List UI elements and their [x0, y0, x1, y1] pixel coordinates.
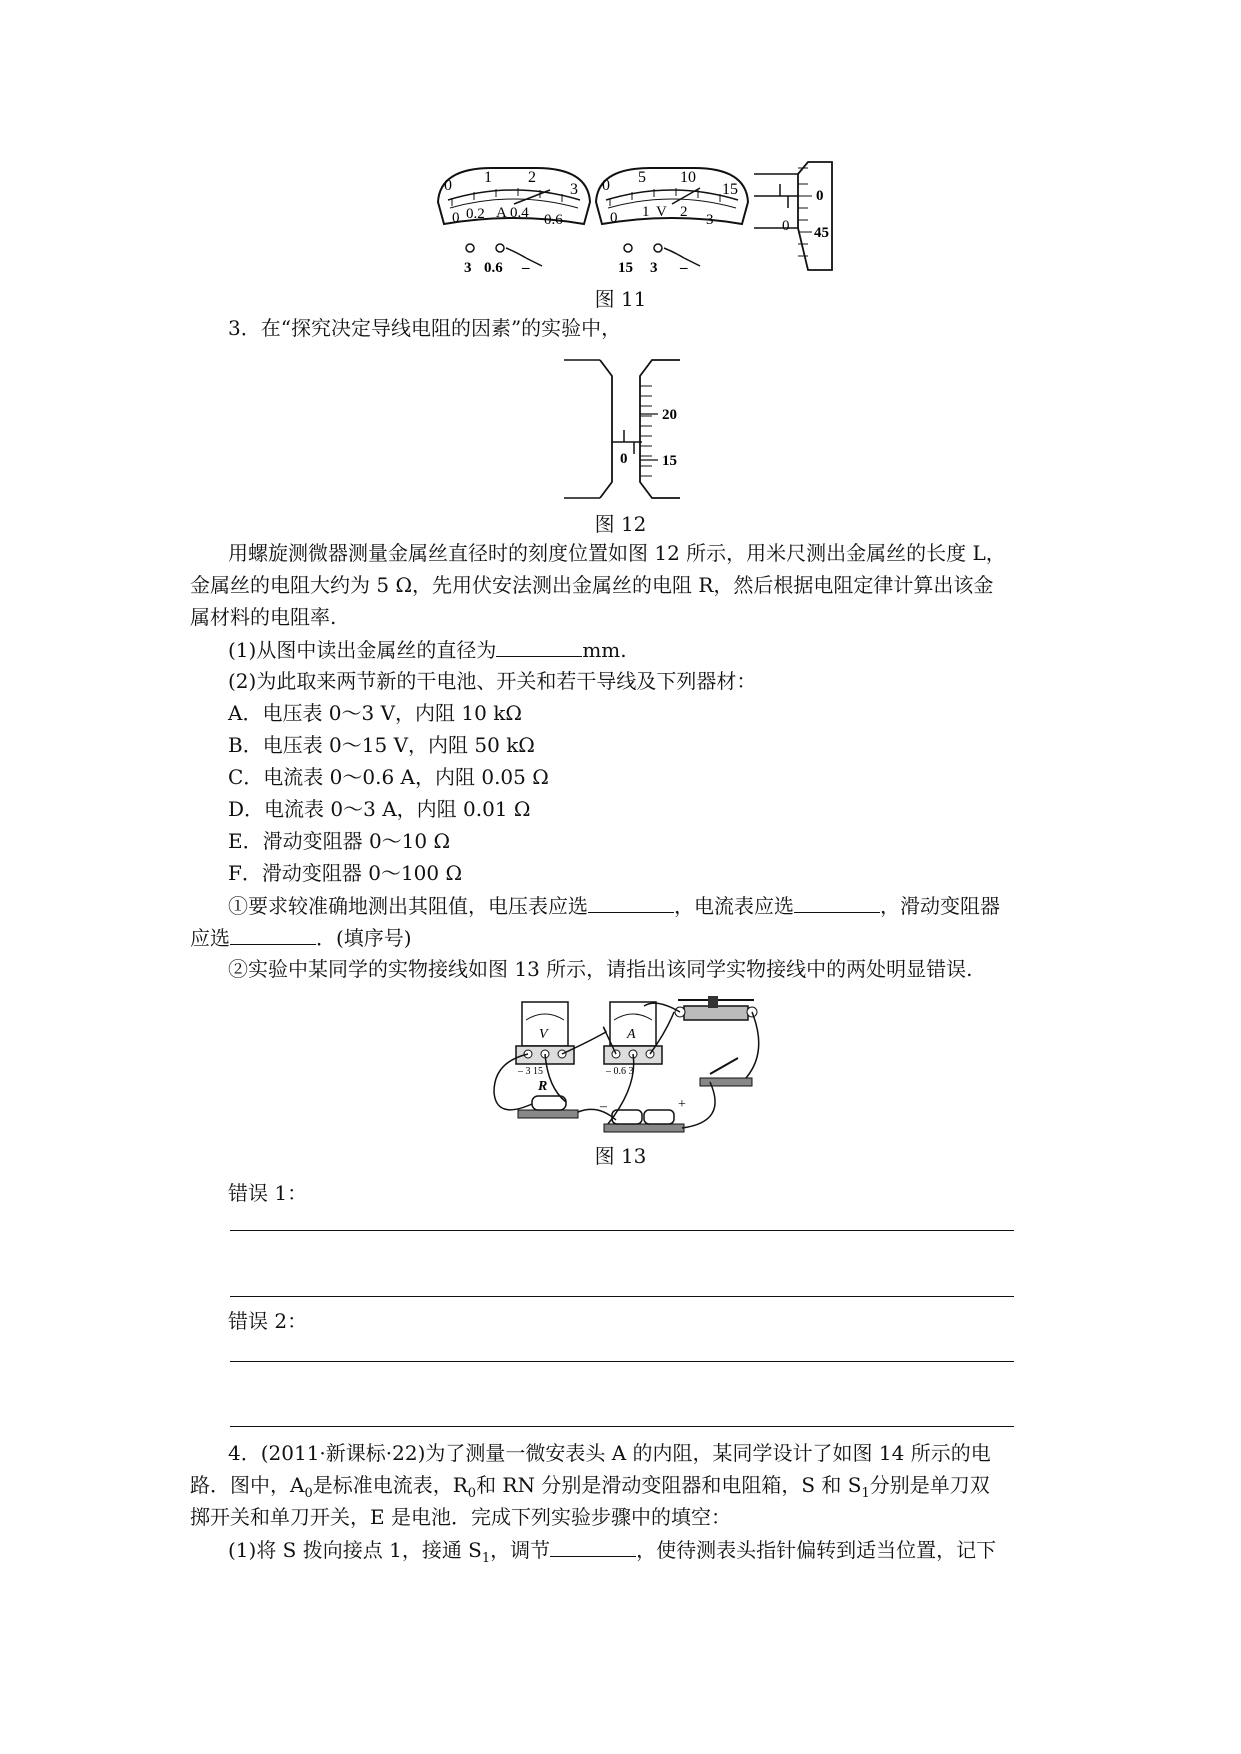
micrometer-label: 45	[814, 225, 829, 241]
option-d: D．电流表 0～3 A，内阻 0.01 Ω	[228, 797, 531, 821]
question-3-text: 用螺旋测微器测量金属丝直径时的刻度位置如图 12 所示，用米尺测出金属丝的长度 L，	[228, 541, 1006, 565]
ammeter-bottom-tick: 0	[452, 210, 460, 226]
voltmeter-bottom-tick: 1	[642, 204, 650, 220]
voltmeter-unit: V	[656, 204, 667, 220]
ammeter-top-tick: 3	[570, 181, 578, 198]
question-4-text-part: 是标准电流表，R	[312, 1473, 468, 1497]
switch	[700, 1058, 752, 1086]
ammeter-unit: A	[496, 205, 507, 221]
voltmeter-bottom-tick: 3	[706, 212, 714, 228]
sub-question-1	[190, 890, 1098, 921]
micrometer-label: 0	[816, 188, 824, 204]
resistor-label: R	[538, 1079, 548, 1094]
rheostat-answer-blank[interactable]	[230, 922, 316, 945]
voltmeter-terminal-label: 15	[618, 260, 633, 276]
micrometer-label: 0	[782, 218, 790, 234]
resistor	[518, 1079, 578, 1118]
question-3-intro: 3．在“探究决定导线电阻的因素”的实验中，	[228, 316, 622, 340]
ammeter-top-tick: 1	[484, 169, 492, 186]
question-3-text: 金属丝的电阻大约为 5 Ω，先用伏安法测出金属丝的电阻 R，然后根据电阻定律计算出该金	[190, 573, 994, 597]
micrometer-small	[754, 162, 832, 270]
battery	[599, 1097, 686, 1132]
figure-11	[430, 160, 870, 285]
subscript: 1	[481, 1551, 491, 1566]
question-3-part-2: (2)为此取来两节新的干电池、开关和若干导线及下列器材：	[228, 669, 757, 693]
figure-13	[488, 992, 768, 1142]
battery-negative: –	[600, 1099, 607, 1114]
subscript: 0	[304, 1486, 313, 1501]
micrometer-label: 15	[662, 453, 677, 469]
question-4-step-1	[190, 1534, 1098, 1574]
error-2-answer-line[interactable]	[230, 1361, 1014, 1362]
figure-12	[560, 352, 720, 507]
question-4-text-part: (1)将 S 拨向接点 1，接通 S	[228, 1538, 482, 1562]
sub-question-1-text: 应选	[190, 926, 230, 950]
part-1-unit: mm.	[582, 638, 627, 662]
option-e: E．滑动变阻器 0～10 Ω	[228, 829, 451, 853]
ammeter-dial	[438, 168, 590, 276]
ammeter-bottom-tick: 0.2	[466, 206, 485, 222]
option-a: A．电压表 0～3 V，内阻 10 kΩ	[228, 701, 522, 725]
voltmeter-symbol: V	[539, 1027, 548, 1042]
ammeter-answer-blank[interactable]	[794, 890, 880, 913]
question-4-text: 4．(2011·新课标·22)为了测量一微安表头 A 的内阻，某同学设计了如图 14 所示的电	[228, 1441, 991, 1465]
micrometer-label: 20	[662, 407, 677, 423]
voltmeter-dial	[596, 168, 748, 276]
ammeter-terminal-label: –	[522, 260, 530, 276]
ammeter-bottom-tick: 0.6	[544, 212, 563, 228]
voltmeter-device	[516, 1002, 574, 1077]
ammeter-bottom-tick: 0.4	[510, 205, 529, 221]
voltmeter-top-tick: 15	[722, 181, 738, 198]
error-1-label: 错误 1：	[228, 1181, 308, 1205]
sub-question-1-text: ，电流表应选	[674, 894, 794, 918]
question-3-text: 属材料的电阻率.	[190, 605, 337, 629]
error-2-label: 错误 2：	[228, 1309, 308, 1333]
sub-question-1-cont	[190, 922, 1060, 953]
answer-blank[interactable]	[496, 634, 582, 657]
error-1-answer-line[interactable]	[230, 1230, 1014, 1231]
sub-question-1-text: ．(填序号)	[316, 926, 412, 950]
voltmeter-top-tick: 5	[638, 169, 646, 186]
rheostat	[675, 996, 757, 1020]
answer-blank[interactable]	[550, 1534, 636, 1557]
voltmeter-top-tick: 10	[680, 169, 696, 186]
question-4-text-part: 和 RN 分别是滑动变阻器和电阻箱，S 和 S	[476, 1473, 862, 1497]
voltmeter-bottom-tick: 2	[680, 204, 688, 220]
ammeter-symbol: A	[627, 1027, 636, 1042]
voltmeter-bottom-tick: 0	[610, 210, 618, 226]
option-c: C．电流表 0～0.6 A，内阻 0.05 Ω	[228, 765, 549, 789]
ammeter-terminal-label: 0.6	[484, 260, 503, 276]
voltmeter-terminal-label: 3	[650, 260, 658, 276]
figure-12-caption: 图 12	[594, 512, 647, 536]
sub-question-2: ②实验中某同学的实物接线如图 13 所示，请指出该同学实物接线中的两处明显错误.	[228, 957, 973, 981]
question-3-part-1	[190, 634, 1098, 665]
error-1-answer-line[interactable]	[230, 1296, 1014, 1297]
ammeter-top-tick: 2	[528, 169, 536, 186]
ammeter-terminals: – 0.6 3	[606, 1066, 634, 1077]
micrometer-label: 0	[620, 451, 628, 467]
battery-positive: +	[678, 1097, 686, 1112]
subscript: 0	[467, 1486, 477, 1501]
voltmeter-terminal-label: –	[680, 260, 688, 276]
option-b: B．电压表 0～15 V，内阻 50 kΩ	[228, 733, 535, 757]
question-4-text: 掷开关和单刀开关，E 是电池．完成下列实验步骤中的填空：	[190, 1505, 731, 1529]
question-4-text-part: 分别是单刀双	[869, 1473, 990, 1497]
ammeter-top-tick: 0	[444, 177, 452, 194]
ammeter-terminal-label: 3	[464, 260, 472, 276]
part-1-text: (1)从图中读出金属丝的直径为	[228, 638, 497, 662]
question-4-text-part: ，使待测表头指针偏转到适当位置，记下	[636, 1538, 997, 1562]
sub-question-1-text: ，滑动变阻器	[880, 894, 1000, 918]
figure-11-caption: 图 11	[594, 287, 647, 311]
option-f: F．滑动变阻器 0～100 Ω	[228, 861, 463, 885]
question-4-text-part: 路．图中，A	[190, 1473, 305, 1497]
voltmeter-top-tick: 0	[602, 177, 610, 194]
voltmeter-terminals: – 3 15	[518, 1066, 543, 1077]
error-2-answer-line[interactable]	[230, 1426, 1014, 1427]
voltmeter-answer-blank[interactable]	[588, 890, 674, 913]
question-4-text-part: ，调节	[490, 1538, 551, 1562]
sub-question-1-text: ①要求较准确地测出其阻值，电压表应选	[228, 894, 588, 918]
figure-13-caption: 图 13	[594, 1144, 647, 1168]
subscript: 1	[861, 1486, 870, 1501]
